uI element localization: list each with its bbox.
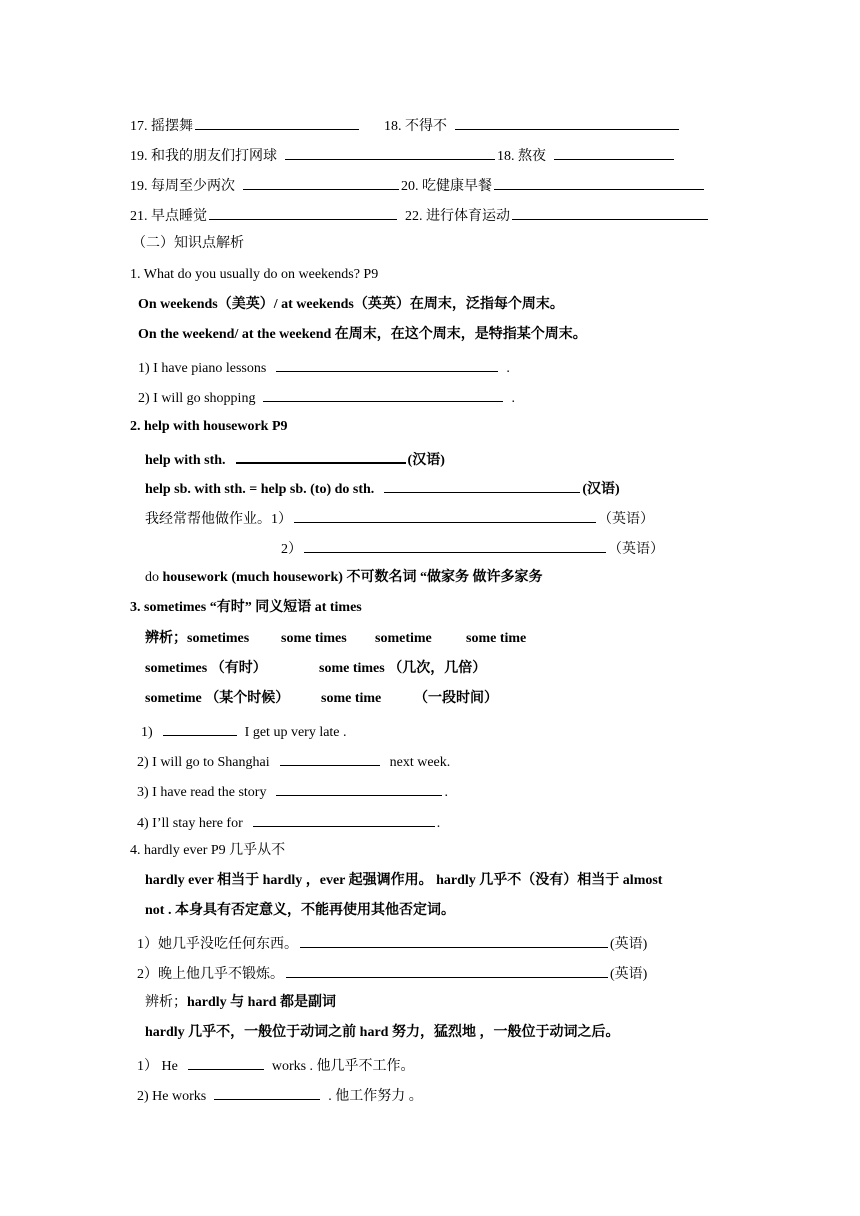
vocab-row-17	[130, 115, 361, 136]
question-text: 1) I have piano lessons	[138, 361, 267, 376]
answer-blank[interactable]	[263, 387, 503, 402]
bold-text: housework (much housework) 不可数名词 “做家务 做许多家务	[162, 570, 543, 585]
point-1-question-2	[138, 387, 515, 408]
vocab-item-text: 18. 熬夜	[497, 149, 546, 164]
plain-text: 辨析；	[145, 995, 187, 1010]
answer-blank[interactable]	[214, 1085, 320, 1100]
example-text: 2) He works	[137, 1089, 207, 1104]
hint-text: (英语)	[610, 937, 648, 952]
vocab-row-21	[130, 205, 710, 226]
question-text: 3) I have read the story	[137, 785, 267, 800]
point-4-heading: 4. hardly ever P9 几乎从不	[130, 843, 286, 858]
question-text: 4) I’ll stay here for	[137, 816, 243, 831]
point-1-heading: 1. What do you usually do on weekends? P9	[130, 267, 379, 282]
vocab-item-text: 19. 和我的朋友们打网球	[130, 149, 277, 164]
hint-text: (汉语)	[407, 453, 445, 468]
point-3-row3-b: some time	[321, 691, 382, 706]
answer-blank[interactable]	[276, 781, 442, 796]
answer-blank[interactable]	[554, 145, 674, 160]
answer-blank[interactable]	[280, 751, 380, 766]
point-3-question-3	[137, 781, 448, 802]
point-2-line-4	[281, 538, 664, 559]
question-text: 2) I will go shopping	[138, 391, 256, 406]
point-2-line-2	[145, 478, 620, 499]
answer-blank[interactable]	[253, 812, 435, 827]
hint-text: （英语）	[608, 542, 664, 557]
answer-blank[interactable]	[455, 115, 679, 130]
vocab-item-text: 19. 每周至少两次	[130, 179, 235, 194]
point-3-row1-a: 辨析；sometimes	[145, 631, 250, 646]
hint-text: (英语)	[610, 967, 648, 982]
point-3-question-1	[141, 721, 347, 742]
point-4-note-2: not . 本身具有否定意义，不能再使用其他否定词。	[145, 903, 455, 918]
point-2-line-1	[145, 448, 445, 470]
point-3-row2-a: sometimes （有时）	[145, 661, 267, 676]
answer-blank[interactable]	[276, 357, 498, 372]
point-3-heading: 3. sometimes “有时” 同义短语 at times	[130, 600, 362, 615]
question-number: 1)	[141, 725, 153, 740]
vocab-item-text: 17. 摇摆舞	[130, 119, 193, 134]
prompt-text: 我经常帮他做作业。1）	[145, 512, 292, 527]
answer-blank[interactable]	[195, 115, 359, 130]
hint-text: （英语）	[598, 512, 654, 527]
prompt-text: 2）	[281, 542, 302, 557]
point-3-row1-b: some times	[281, 631, 347, 646]
answer-blank[interactable]	[209, 205, 397, 220]
vocab-item-text: 22. 进行体育运动	[405, 209, 510, 224]
answer-blank[interactable]	[286, 963, 608, 978]
vocab-row-19a	[130, 145, 676, 166]
answer-blank[interactable]	[384, 478, 580, 493]
period: .	[511, 391, 515, 406]
phrase-text: help sb. with sth. = help sb. (to) do sth.	[145, 482, 375, 497]
point-4-distinguish	[145, 994, 336, 1012]
example-text: . 他工作努力 。	[328, 1089, 423, 1104]
point-4-example-2	[137, 1085, 423, 1106]
vocab-item-text: 18. 不得不	[384, 119, 447, 134]
vocab-item-text: 20. 吃健康早餐	[401, 179, 492, 194]
point-3-question-2	[137, 751, 450, 772]
point-1-note-2: On the weekend/ at the weekend 在周末，在这个周末，是特指某个周末。	[138, 327, 587, 342]
prompt-text: 2）晚上他几乎不锻炼。	[137, 967, 284, 982]
bold-text: hardly 与 hard 都是副词	[187, 995, 336, 1010]
point-1-note-1: On weekends（美英）/ at weekends（英英）在周末，泛指每个周末。	[138, 297, 564, 312]
question-text: I get up very late .	[244, 725, 347, 740]
point-3-row2-b: some times （几次，几倍）	[319, 661, 487, 676]
answer-blank[interactable]	[494, 175, 704, 190]
point-4-distinguish-detail: hardly 几乎不，一般位于动词之前 hard 努力，猛烈地 ，一般位于动词之后。	[145, 1025, 620, 1040]
point-4-note-1: hardly ever 相当于 hardly ，ever 起强调作用。 hardly 几乎不（没有）相当于 almost	[145, 873, 663, 888]
point-1-question-1	[138, 357, 510, 378]
prompt-text: 1）她几乎没吃任何东西。	[137, 937, 298, 952]
point-4-example-1	[137, 1055, 415, 1076]
period: .	[506, 361, 510, 376]
example-text: works . 他几乎不工作。	[271, 1059, 415, 1074]
answer-blank[interactable]	[512, 205, 708, 220]
point-3-row1-d: some time	[466, 631, 527, 646]
phrase-text: help with sth.	[145, 453, 226, 468]
hint-text: (汉语)	[582, 482, 620, 497]
answer-blank[interactable]	[243, 175, 399, 190]
answer-blank[interactable]	[285, 145, 495, 160]
point-3-row1-c: sometime	[375, 631, 432, 646]
point-3-row3-c: （一段时间）	[414, 691, 498, 706]
point-4-question-1	[137, 933, 647, 954]
answer-blank[interactable]	[236, 448, 406, 464]
point-2-line-3	[145, 508, 654, 529]
answer-blank[interactable]	[300, 933, 608, 948]
answer-blank[interactable]	[304, 538, 606, 553]
answer-blank[interactable]	[163, 721, 237, 736]
section-title: （二）知识点解析	[132, 236, 244, 251]
period: .	[444, 785, 448, 800]
vocab-row-18a	[384, 115, 681, 136]
point-3-row3-a: sometime （某个时候）	[145, 691, 290, 706]
point-3-question-4	[137, 812, 440, 833]
period: .	[436, 816, 441, 831]
point-2-heading: 2. help with housework P9	[130, 419, 288, 434]
question-text: 2) I will go to Shanghai	[137, 755, 270, 770]
plain-text: do	[145, 570, 163, 585]
answer-blank[interactable]	[188, 1055, 264, 1070]
vocab-item-text: 21. 早点睡觉	[130, 209, 207, 224]
point-4-question-2	[137, 963, 647, 984]
point-2-line-5	[145, 569, 542, 587]
question-text: next week.	[389, 755, 451, 770]
vocab-row-19b	[130, 175, 706, 196]
example-text: 1） He	[137, 1059, 178, 1074]
answer-blank[interactable]	[294, 508, 596, 523]
